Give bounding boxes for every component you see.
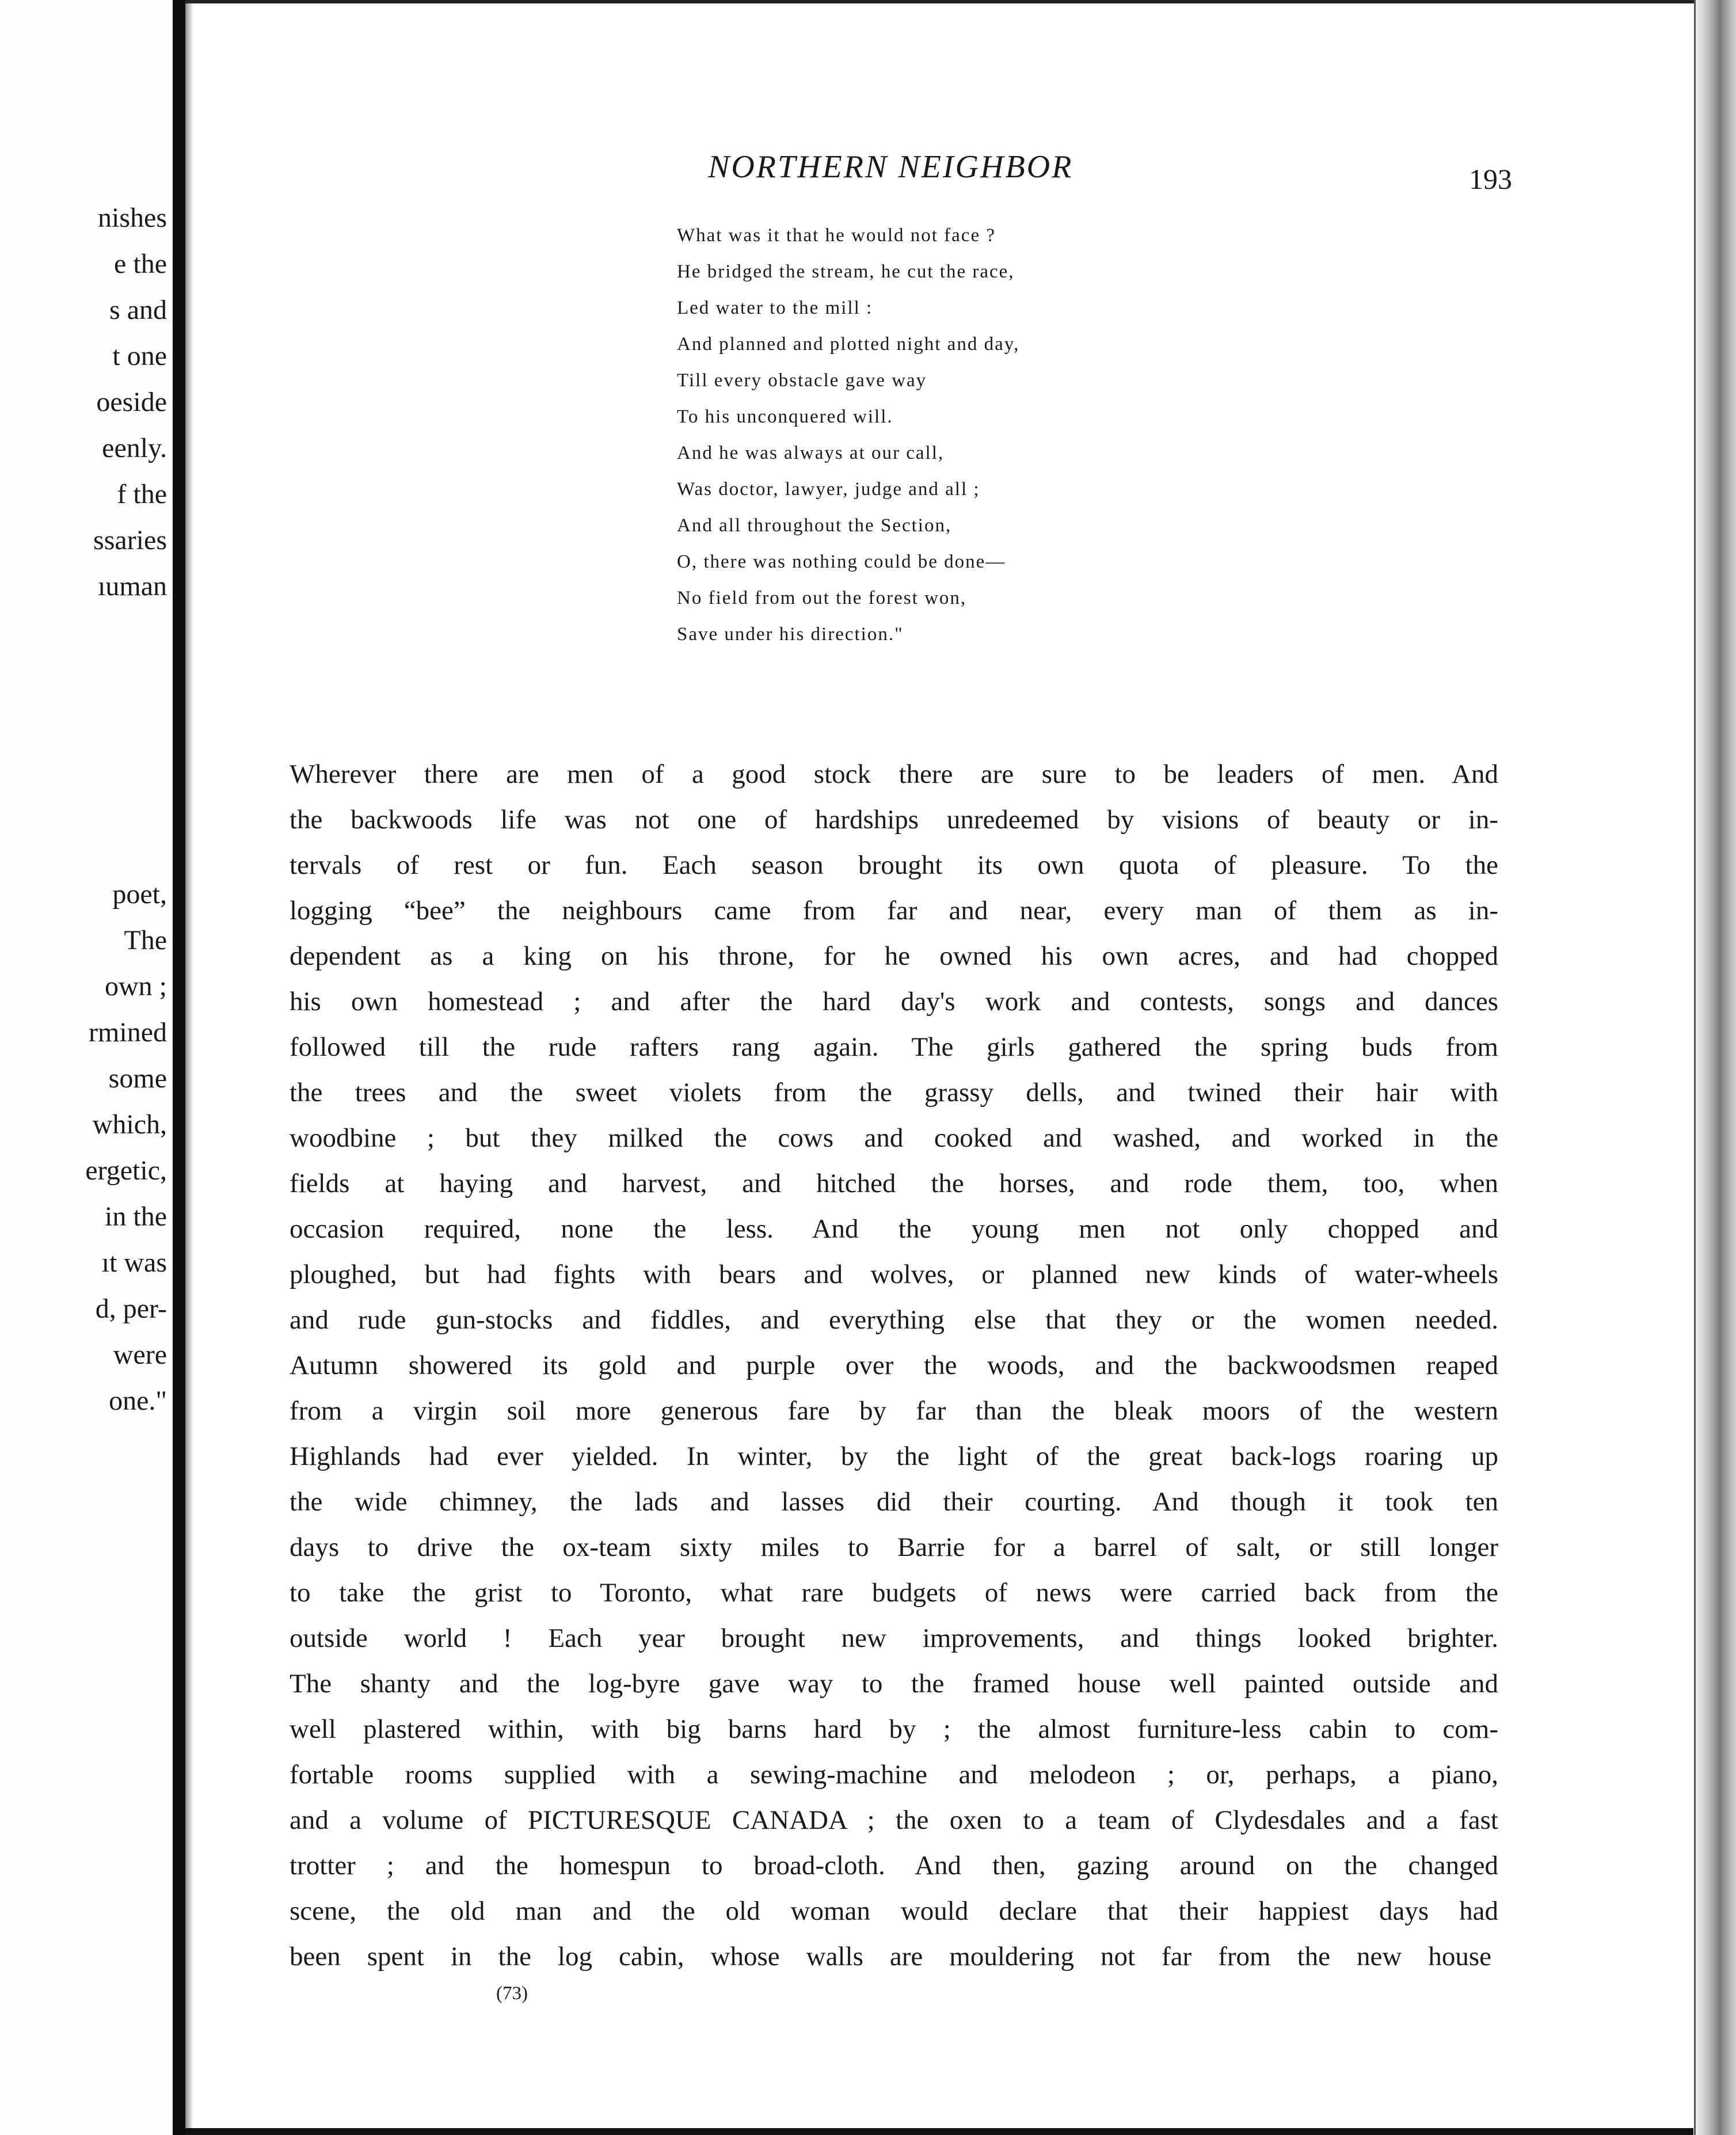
facing-page-line: one." [109, 1386, 167, 1416]
page-number: 193 [1469, 163, 1512, 195]
facing-page-line: in the [105, 1201, 167, 1232]
prose-line: followed till the rude rafters rang again. The girls gathered the spring buds from [290, 1032, 1498, 1062]
prose-line: the wide chimney, the lads and lasses did their courting. And though it took ten [290, 1487, 1498, 1517]
verse-line: O, there was nothing could be done— [677, 551, 1006, 572]
facing-page-line: rmined [89, 1017, 167, 1048]
facing-page-line: ergetic, [85, 1155, 167, 1186]
prose-line: and a volume of PICTURESQUE CANADA ; the oxen to a team of Clydesdales and a fast [290, 1805, 1498, 1835]
verse-line: And he was always at our call, [677, 443, 945, 463]
prose-line: logging “bee” the neighbours came from far and near, every man of them as in- [290, 896, 1498, 926]
prose-line: and rude gun-stocks and fiddles, and everything else that they or the women needed. [290, 1305, 1498, 1335]
facing-page-line: d, per- [95, 1293, 167, 1324]
prose-line: from a virgin soil more generous fare by far than the bleak moors of the western [290, 1396, 1498, 1426]
facing-page-line: e the [114, 249, 167, 279]
prose-line: well plastered within, with big barns hard by ; the almost furniture-less cabin to com- [290, 1714, 1498, 1744]
prose-block [290, 752, 1498, 1980]
verse-line: Was doctor, lawyer, judge and all ; [677, 479, 980, 500]
facing-page-line: ıt was [101, 1247, 167, 1278]
facing-page-line: nishes [98, 203, 167, 233]
page-stack-edge [1696, 0, 1736, 2135]
verse-block [677, 218, 1137, 653]
book-gutter [173, 0, 185, 2135]
prose-line: woodbine ; but they milked the cows and cooked and washed, and worked in the [290, 1123, 1498, 1153]
verse-line: Save under his direction." [677, 624, 904, 645]
running-head: NORTHERN NEIGHBOR [708, 149, 1073, 185]
prose-line: been spent in the log cabin, whose walls are mouldering not far from the new house [290, 1942, 1491, 1972]
prose-line: The shanty and the log-byre gave way to the framed house well painted outside and [290, 1669, 1498, 1699]
verse-line: What was it that he would not face ? [677, 225, 996, 246]
prose-line: Wherever there are men of a good stock there are sure to be leaders of men. And [290, 759, 1498, 789]
verse-line: Led water to the mill : [677, 298, 873, 318]
facing-page-line: t one [112, 341, 167, 371]
gutter-shadow [185, 0, 193, 2135]
top-page-edge [185, 0, 1696, 3]
verse-line: To his unconquered will. [677, 406, 893, 427]
facing-page-line: ıuman [98, 571, 167, 602]
facing-page-line: oeside [96, 387, 167, 417]
signature-mark: (73) [496, 1983, 528, 2004]
verse-line: And planned and plotted night and day, [677, 334, 1020, 355]
facing-page-line: which, [92, 1109, 167, 1140]
prose-line: ploughed, but had fights with bears and wolves, or planned new kinds of water-wheels [290, 1259, 1498, 1289]
verse-line: Till every obstacle gave way [677, 370, 927, 391]
prose-line: to take the grist to Toronto, what rare budgets of news were carried back from the [290, 1578, 1498, 1608]
prose-line: outside world ! Each year brought new improvements, and things looked brighter. [290, 1623, 1498, 1653]
facing-page-line: The [124, 925, 167, 956]
prose-line: fortable rooms supplied with a sewing-machine and melodeon ; or, perhaps, a piano, [290, 1760, 1498, 1790]
facing-page-line: some [108, 1063, 167, 1094]
prose-line: tervals of rest or fun. Each season brought its own quota of pleasure. To the [290, 850, 1498, 880]
facing-page-line: were [113, 1339, 167, 1370]
verse-line: No field from out the forest won, [677, 588, 967, 608]
prose-line: dependent as a king on his throne, for he owned his own acres, and had chopped [290, 941, 1498, 971]
prose-line: his own homestead ; and after the hard day's work and contests, songs and dances [290, 987, 1498, 1017]
facing-page-line: f the [117, 479, 167, 509]
prose-line: Highlands had ever yielded. In winter, by the light of the great back-logs roaring up [290, 1441, 1498, 1471]
prose-line: the backwoods life was not one of hardships unredeemed by visions of beauty or in- [290, 805, 1498, 835]
facing-page-line: ssaries [93, 525, 167, 555]
facing-page-line: own ; [105, 971, 167, 1002]
facing-page-fragment [0, 0, 173, 2135]
facing-page-line: eenly. [102, 433, 167, 463]
prose-line: scene, the old man and the old woman would declare that their happiest days had [290, 1896, 1498, 1926]
prose-line: occasion required, none the less. And the young men not only chopped and [290, 1214, 1498, 1244]
prose-line: fields at haying and harvest, and hitched the horses, and rode them, too, when [290, 1169, 1498, 1198]
prose-line: Autumn showered its gold and purple over the woods, and the backwoodsmen reaped [290, 1350, 1498, 1380]
prose-line: the trees and the sweet violets from the grassy dells, and twined their hair with [290, 1078, 1498, 1108]
verse-line: And all throughout the Section, [677, 515, 952, 536]
prose-line: trotter ; and the homespun to broad-cloth. And then, gazing around on the changed [290, 1851, 1498, 1881]
prose-line: days to drive the ox-team sixty miles to Barrie for a barrel of salt, or still longer [290, 1532, 1498, 1562]
facing-page-line: s and [109, 295, 167, 325]
bottom-page-edge [185, 2128, 1693, 2135]
verse-line: He bridged the stream, he cut the race, [677, 261, 1015, 282]
facing-page-line: poet, [112, 879, 167, 909]
